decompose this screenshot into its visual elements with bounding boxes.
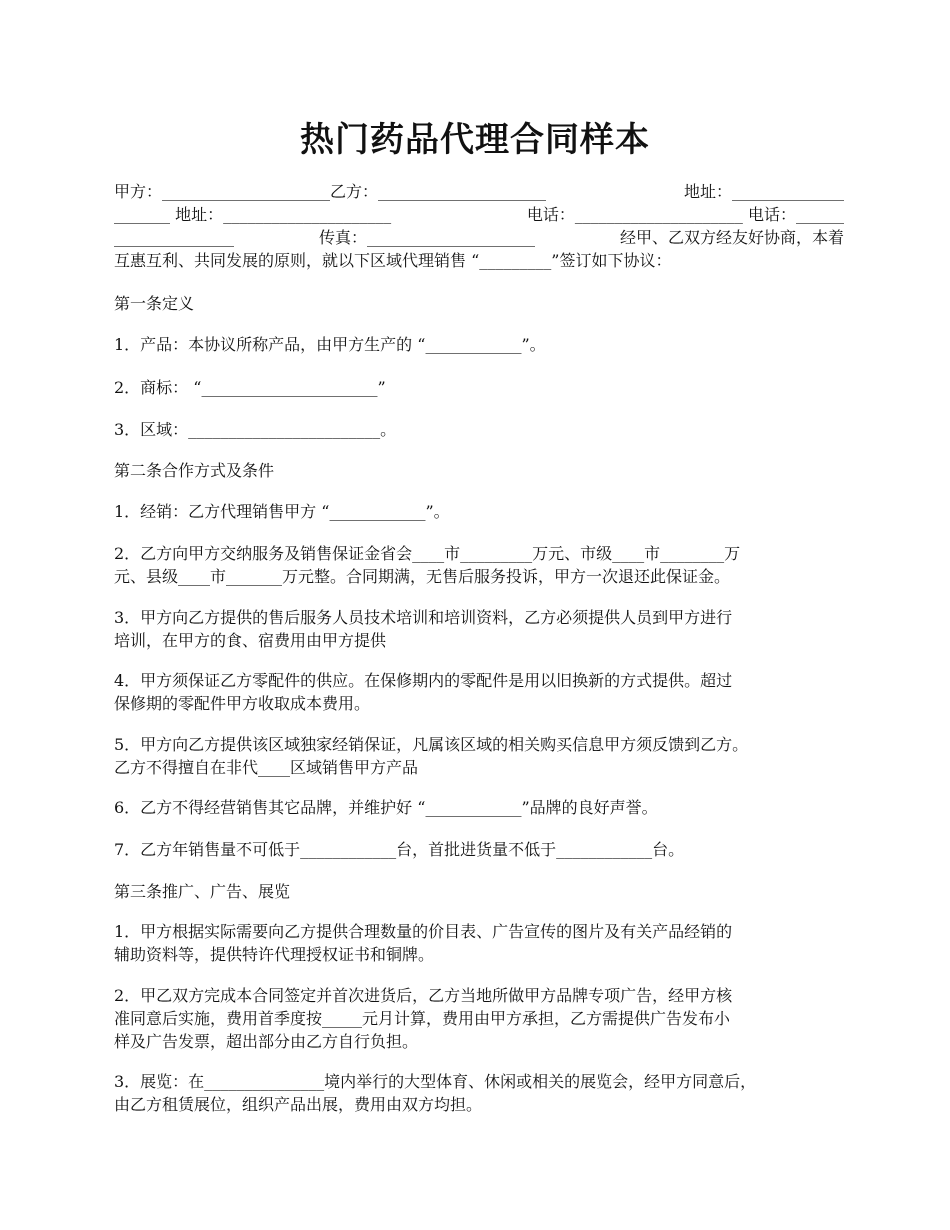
parties-line-1 <box>114 180 844 203</box>
clause-line: 1．产品：本协议所称产品，由甲方生产的 “____________”。 <box>114 335 546 354</box>
clause-2-1 <box>114 500 844 523</box>
clause-2-2 <box>114 542 844 588</box>
phone-continuation: _______________ <box>114 228 234 247</box>
clause-line: 2．商标： “______________________” <box>114 378 386 397</box>
clause-2-3 <box>114 606 844 652</box>
clause-3-2 <box>114 984 844 1053</box>
clause-2-5 <box>114 733 844 779</box>
clause-line: 辅助资料等，提供特许代理授权证书和铜牌。 <box>114 945 435 964</box>
clause-line: 1．经销：乙方代理销售甲方 “____________”。 <box>114 502 450 521</box>
clause-line: 准同意后实施，费用首季度按_____元月计算，费用由甲方承担，乙方需提供广告发布小 <box>114 1009 731 1028</box>
clause-line: 由乙方租赁展位，组织产品出展，费用由双方均担。 <box>114 1095 483 1114</box>
clause-line: 培训，在甲方的食、宿费用由甲方提供 <box>114 631 387 650</box>
clause-line: 4．甲方须保证乙方零配件的供应。在保修期内的零配件是用以旧换新的方式提供。超过 <box>114 671 733 690</box>
section-heading-1: 第一条定义 <box>114 294 195 313</box>
fax-field: 传真：_____________________ <box>318 228 535 247</box>
document-title: 热门药品代理合同样本 <box>300 120 650 160</box>
clause-line: 3．区域：________________________。 <box>114 420 397 439</box>
clause-2-6 <box>114 796 844 819</box>
phone-fields: 电话：_____________________ 电话：______ <box>526 205 844 224</box>
clause-1-1 <box>114 333 844 356</box>
clause-1-3 <box>114 418 844 441</box>
party-a-field: 甲方：_____________________乙方：_____________________ <box>114 182 547 201</box>
clause-2-4 <box>114 669 844 715</box>
clause-1-2 <box>114 376 844 399</box>
clause-line: 保修期的零配件甲方收取成本费用。 <box>114 694 371 713</box>
preamble-end: 互惠互利、共同发展的原则，就以下区域代理销售 “_________”签订如下协议： <box>114 251 672 270</box>
parties-line-2 <box>114 203 844 226</box>
clause-line: 样及广告发票，超出部分由乙方自行负担。 <box>114 1032 419 1051</box>
clause-3-3 <box>114 1070 844 1116</box>
address-field-1: 地址：______________ <box>683 182 844 201</box>
clause-line: 乙方不得擅自在非代____区域销售甲方产品 <box>114 758 419 777</box>
clause-line: 3．甲方向乙方提供的售后服务人员技术培训和培训资料，乙方必须提供人员到甲方进行 <box>114 608 733 627</box>
clause-3-1 <box>114 920 844 966</box>
section-heading-3: 第三条推广、广告、展览 <box>114 882 291 901</box>
clause-line: 元、县级____市_______万元整。合同期满，无售后服务投诉，甲方一次退还此保证金。 <box>114 567 731 586</box>
preamble-start: 经甲、乙双方经友好协商，本着 <box>619 228 844 247</box>
parties-line-3 <box>114 226 844 249</box>
clause-line: 2．乙方向甲方交纳服务及销售保证金省会____市_________万元、市级____市________万 <box>114 544 741 563</box>
clause-line: 1．甲方根据实际需要向乙方提供合理数量的价目表、广告宣传的图片及有关产品经销的 <box>114 922 733 941</box>
clause-line: 5．甲方向乙方提供该区域独家经销保证，凡属该区域的相关购买信息甲方须反馈到乙方。 <box>114 735 749 754</box>
clause-line: 7．乙方年销售量不可低于____________台，首批进货量不低于____________台。 <box>114 840 685 859</box>
address-field-2: _______ 地址：_____________________ <box>114 205 392 224</box>
section-heading-2: 第二条合作方式及条件 <box>114 461 275 480</box>
parties-block <box>114 180 844 272</box>
clause-line: 3．展览：在_______________境内举行的大型体育、休闲或相关的展览会，经甲方同意后， <box>114 1072 757 1091</box>
clause-line: 6．乙方不得经营销售其它品牌，并维护好 “____________”品牌的良好声誉。 <box>114 798 658 817</box>
clause-line: 2．甲乙双方完成本合同签定并首次进货后，乙方当地所做甲方品牌专项广告，经甲方核 <box>114 986 733 1005</box>
clause-2-7 <box>114 838 844 861</box>
